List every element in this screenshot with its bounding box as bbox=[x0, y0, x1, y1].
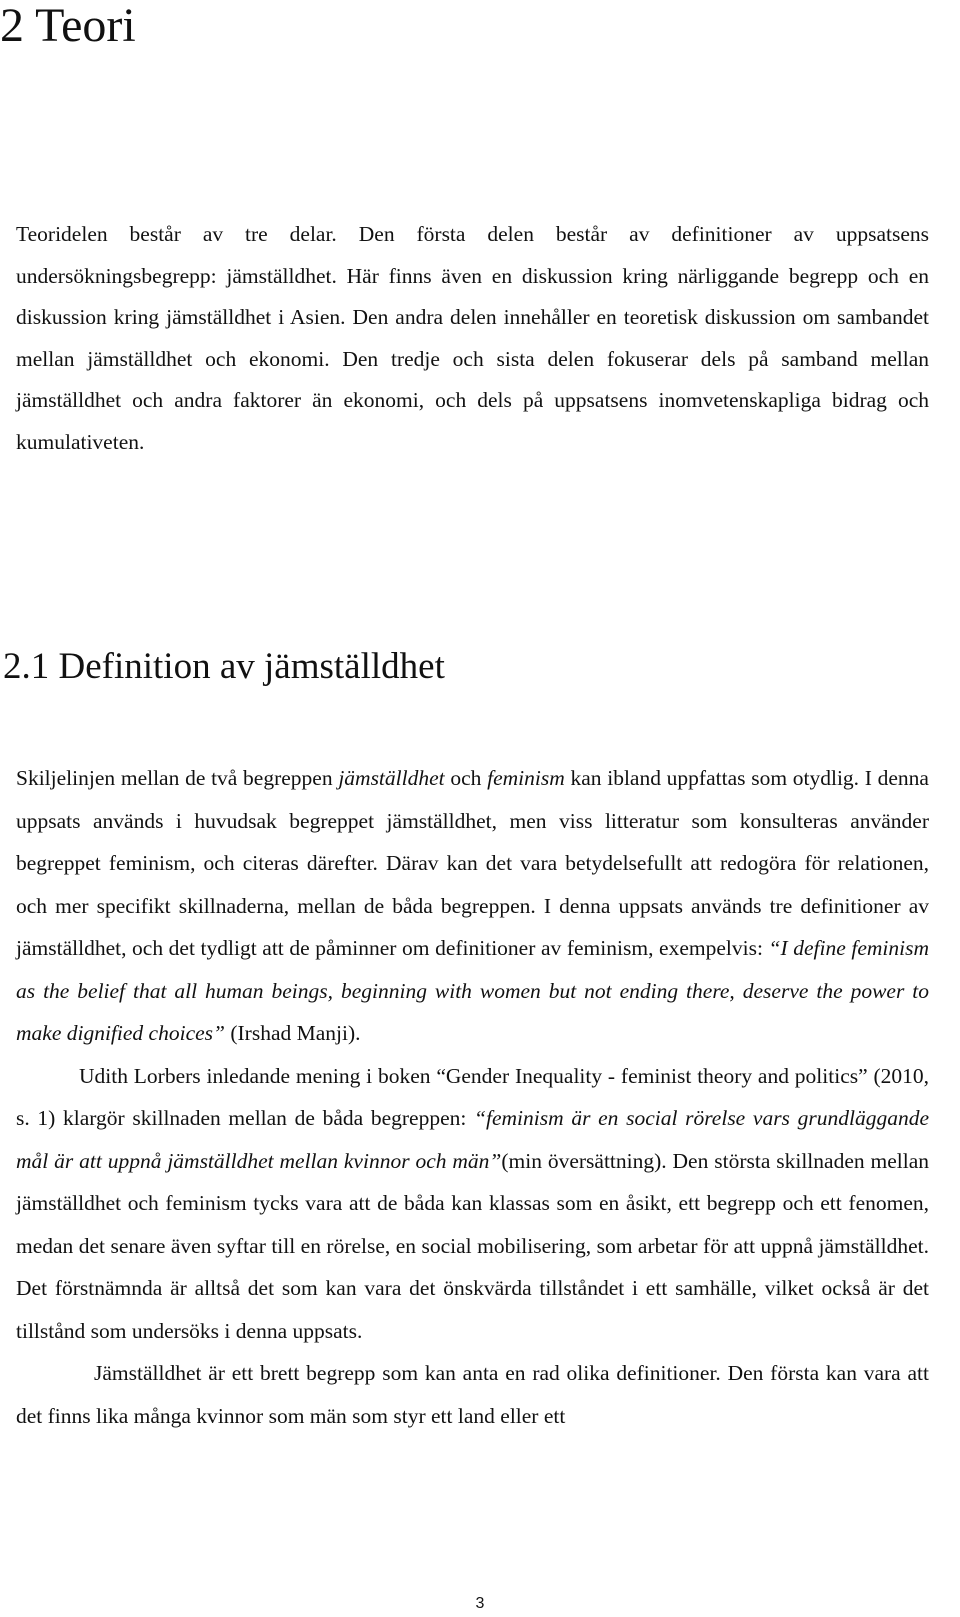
paragraph-lorber bbox=[16, 1055, 929, 1353]
term-jamstalldhet: jämställdhet bbox=[338, 766, 445, 790]
paragraph-jamstalldhet: Jämställdhet är ett brett begrepp som kan anta en rad olika definitioner. Den första kan vara att det finns lika många kvinnor som män som styr ett land eller ett bbox=[16, 1361, 929, 1428]
text-span: Skiljelinjen mellan de två begreppen bbox=[16, 766, 339, 790]
intro-paragraph: Teoridelen består av tre delar. Den första delen består av definitioner av uppsatsens undersökningsbegrepp: jämställdhet. Här finns även en diskussion kring närliggande begrepp och en diskussion kring jämställdhet i Asien. Den andra delen innehåller en teoretisk diskussion om sambandet mellan jämställdhet och ekonomi. Den tredje och sista delen fokuserar dels på samband mellan jämställdhet och andra faktorer än ekonomi, och dels på uppsatsens inomvetenskapliga bidrag och kumulativeten. bbox=[16, 222, 929, 454]
text-span: och bbox=[444, 766, 488, 790]
section-body bbox=[16, 757, 929, 1437]
text-span: kan ibland uppfattas som otydlig. I denna uppsats används i huvudsak begreppet jämställdhet, men viss litteratur som konsulteras använder begreppet feminism, och citeras därefter. Därav kan det vara betydelsefullt att redogöra för relationen, och mer specifikt skillnaderna, mellan de båda begreppen. I denna uppsats används tre definitioner av jämställdhet, och det tydligt att de påminner om definitioner av feminism, exempelvis: bbox=[16, 766, 929, 960]
chapter-heading: 2 Teori bbox=[0, 0, 136, 52]
quote-lorber: “feminism är en social rörelse vars grundläggande mål är att uppnå jämställdhet mellan kvinnor och män” bbox=[16, 1106, 929, 1173]
text-span: Udith Lorbers inledande mening i boken “Gender Inequality - feminist theory and politics” (2010, s. 1) klargör skillnaden mellan de båda begreppen: bbox=[16, 1063, 929, 1130]
quote-manji: “I define feminism as the belief that all human beings, beginning with women but not ending there, deserve the power to make dignified choices” bbox=[16, 936, 929, 1045]
text-span: (Irshad Manji). bbox=[224, 1021, 361, 1045]
page-number: 3 bbox=[475, 1595, 485, 1612]
section-heading: 2.1 Definition av jämställdhet bbox=[3, 646, 445, 687]
term-feminism: feminism bbox=[487, 766, 565, 790]
text-span: (min översättning). Den största skillnaden mellan jämställdhet och feminism tycks vara att de båda kan klassas som en åsikt, ett begrepp och ett fenomen, medan det senare även syftar till en rörelse, en social mobilisering, som arbetar för att uppnå jämställdhet. Det förstnämnda är alltså det som kan vara det önskvärda tillståndet i ett samhälle, vilket också är det tillstånd som undersöks i denna uppsats. bbox=[16, 1148, 929, 1343]
paragraph-definition bbox=[16, 757, 929, 1055]
